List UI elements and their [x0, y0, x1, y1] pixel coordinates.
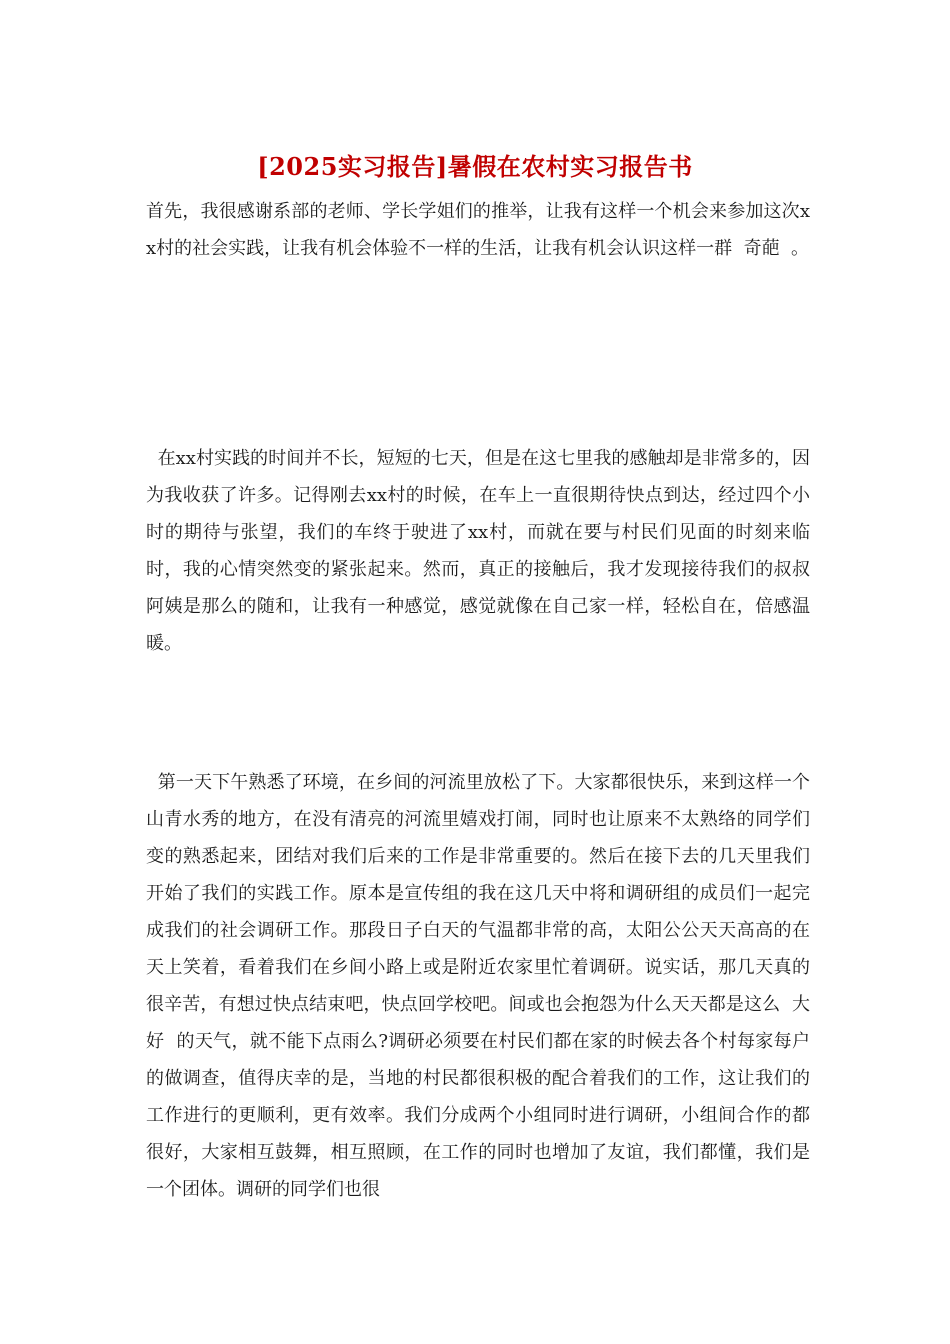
paragraph-intro: 首先，我很感谢系部的老师、学长学姐们的推举，让我有这样一个机会来参加这次xx村的社会实践，让我有机会体验不一样的生活，让我有机会认识这样一群 奇葩 。 [146, 201, 810, 259]
document-title: [2025实习报告]暑假在农村实习报告书 [257, 152, 693, 181]
paragraph-arrival: 在xx村实践的时间并不长，短短的七天，但是在这七里我的感触却是非常多的，因为我收获了许多。记得刚去xx村的时候，在车上一直很期待快点到达，经过四个小时的期待与张望，我们的车终于驶进了xx村，而就在要与村民们见面的时刻来临时，我的心情突然变的紧张起来。然而，真正的接触后，我才发现接待我们的叔叔阿姨是那么的随和，让我有一种感觉，感觉就像在自己家一样，轻松自在，倍感温暖。 [146, 448, 810, 654]
paragraph-first-day: 第一天下午熟悉了环境，在乡间的河流里放松了下。大家都很快乐，来到这样一个山青水秀的地方，在没有清亮的河流里嬉戏打闹，同时也让原来不太熟络的同学们变的熟悉起来，团结对我们后来的工作是非常重要的。然后在接下去的几天里我们开始了我们的实践工作。原本是宣传组的我在这几天中将和调研组的成员们一起完成我们的社会调研工作。那段日子白天的气温都非常的高，太阳公公天天高高的在天上笑着，看着我们在乡间小路上或是附近农家里忙着调研。说实话，那几天真的很辛苦，有想过快点结束吧，快点回学校吧。间或也会抱怨为什么天天都是这么 大好 的天气，就不能下点雨么?调研必须要在村民们都在家的时候去各个村每家每户的做调查，值得庆幸的是，当地的村民都很积极的配合着我们的工作，这让我们的工作进行的更顺利，更有效率。我们分成两个小组同时进行调研，小组间合作的都很好，大家相互鼓舞，相互照顾，在工作的同时也增加了友谊，我们都懂，我们是一个团体。调研的同学们也很 [146, 772, 811, 1200]
